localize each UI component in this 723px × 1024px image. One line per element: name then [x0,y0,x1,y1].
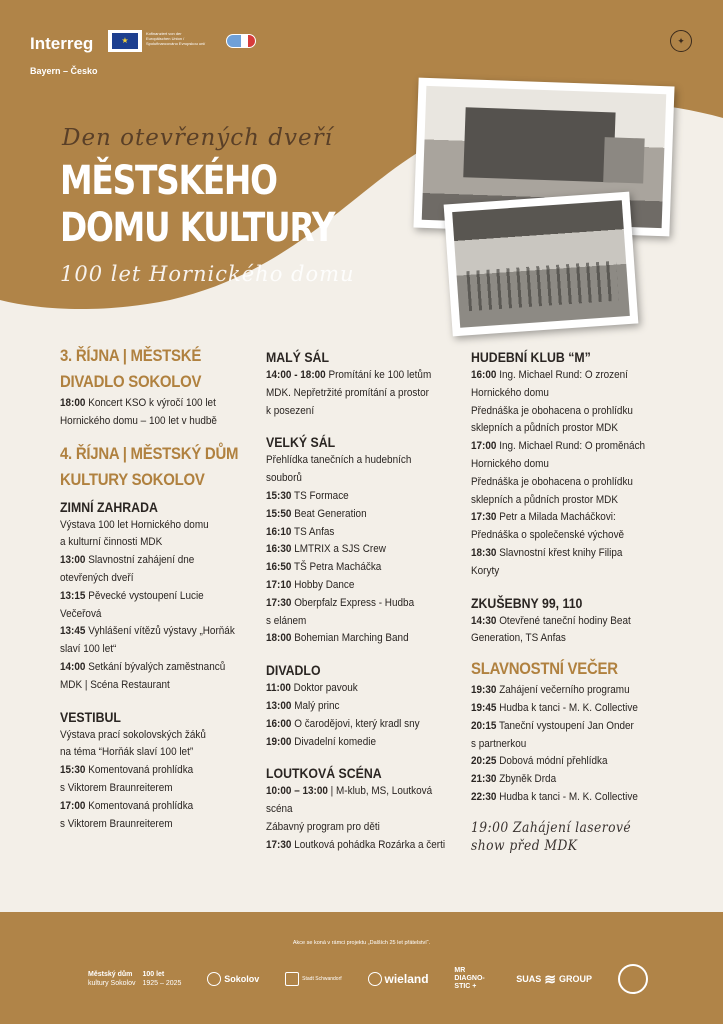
event-line: 13:45 Vyhlášení vítězů výstavy „Horňák [60,625,235,638]
title-line-2: DOMU KULTURY [60,205,335,251]
date-heading-oct3-a: 3. ŘÍJNA | MĚSTSKÉ [60,346,202,365]
event-line: 17:00 Ing. Michael Rund: O proměnách [471,440,646,453]
eu-cofinance-text: Kofinanziert von der Europäischen Union / Spolufinancováno Evropskou unií [146,31,206,46]
event-line: 21:30 Zbyněk Drda [471,773,557,786]
venue-heading: HUDEBNÍ KLUB “M” [471,349,591,365]
date-heading-oct3-b: DIVADLO SOKOLOV [60,372,202,391]
event-line: 15:30 Komentovaná prohlídka [60,764,194,777]
event-line: 15:50 Beat Generation [266,507,367,520]
event-line: 18:30 Slavnostní křest knihy Filipa [471,546,623,559]
event-line: 15:30 TS Formace [266,489,349,502]
event-line: MDK. Nepřetržité promítání a prostor [266,386,429,399]
program-column-2 [266,343,461,855]
mr-diagnostic-logo: MR DIAGNO-STIC + [454,967,485,990]
event-line: s partnerkou [471,737,527,750]
schwandorf-logo: Stadt Schwandorf [285,972,341,986]
event-line: 17:00 Komentovaná prohlídka [60,799,194,812]
event-line: 18:00 Koncert KSO k výročí 100 let [60,397,216,409]
event-line: Přednáška je obohacena o prohlídku [471,404,633,417]
event-line: scéna [266,803,293,816]
event-line: MDK | Scéna Restaurant [60,678,170,691]
eu-flag-icon: ★ [108,30,142,52]
event-line: 20:25 Dobová módní přehlídka [471,755,608,768]
venue-heading: VELKÝ SÁL [266,434,336,451]
event-line: sklepních a půdních prostor MDK [471,422,618,435]
project-note: Akce se koná v rámci projektu „Dalších 25 let přátelství“. [292,940,431,946]
event-line: k posezení [266,404,315,417]
venue-heading: ZIMNÍ ZAHRADA [60,498,158,515]
mdk-logo: Městský dům kultury Sokolov 100 let 1925 – 2025 [88,971,182,987]
event-line: 18:00 Bohemian Marching Band [266,632,409,645]
event-line: 17:30 Petr a Milada Macháčkovi: [471,511,616,524]
venue-heading: DIVADLO [266,662,321,679]
region-label: Bayern – Česko [30,66,98,76]
laser-show-note: 19:00 Zahájení laserové show před MDK [471,819,632,854]
event-line: 13:15 Pěvecké vystoupení Lucie [60,589,204,602]
event-line: Generation, TS Anfas [471,632,566,645]
event-line: 22:30 Hudba k tanci - M. K. Collective [471,790,638,803]
event-line: souborů [266,472,302,485]
sokolov-logo: Sokolov [207,972,259,986]
event-line: 10:00 – 13:00 | M-klub, MS, Loutková [266,785,433,798]
suas-group-logo: SUAS ≋ GROUP [516,970,593,987]
wieland-icon [368,972,382,986]
program-column-3 [471,343,686,855]
event-line: 13:00 Malý princ [266,699,340,712]
event-line: 14:00 Setkání bývalých zaměstnanců [60,660,226,673]
event-line: slaví 100 let“ [60,643,117,656]
program-column-1 [60,343,255,833]
date-heading-oct4-b: KULTURY SOKOLOV [60,469,205,489]
event-line: Výstava 100 let Hornického domu [60,518,209,531]
event-line: 19:30 Zahájení večerního programu [471,684,630,697]
title-script-top: Den otevřených dveří [62,125,333,151]
seal-icon: ✦ [670,30,692,52]
venue-heading: LOUTKOVÁ SCÉNA [266,765,382,782]
schwandorf-icon [285,972,299,986]
page-title [60,158,334,252]
event-line: Hornického domu [471,457,549,470]
event-line: 20:15 Taneční vystoupení Jan Onder [471,719,634,732]
event-line: 19:00 Divadelní komedie [266,735,376,748]
event-line: Přehlídka tanečních a hudebních [266,454,412,467]
event-line: Přednáška je obohacena o prohlídku [471,475,633,488]
event-line: Výstava prací sokolovských žáků [60,728,206,741]
event-line: 16:00 O čarodějovi, který kradl sny [266,717,420,730]
venue-heading: ZKUŠEBNY 99, 110 [471,594,583,611]
event-line: 16:10 TS Anfas [266,525,335,538]
event-line: Koryty [471,564,500,577]
event-line: a kulturní činnosti MDK [60,536,163,549]
event-line: 17:10 Hobby Dance [266,578,355,591]
event-line: sklepních a půdních prostor MDK [471,493,618,506]
event-line: Hornického domu – 100 let v hudbě [60,414,217,427]
event-line: Přednáška o společenské výchově [471,529,625,542]
title-script-bottom: 100 let Hornického domu [60,262,355,286]
sponsor-logos [88,962,648,996]
event-line: 16:00 Ing. Michael Rund: O zrození [471,369,628,381]
seal-icon [618,964,648,994]
hall-photo [444,192,639,337]
venue-heading: MALÝ SÁL [266,349,329,365]
event-line: na téma “Horňák slaví 100 let” [60,746,194,759]
suas-icon: ≋ [544,970,557,987]
event-line: 19:45 Hudba k tanci - M. K. Collective [471,701,638,714]
event-line: 14:30 Otevřené taneční hodiny Beat [471,614,631,627]
event-line: Večeřová [60,607,102,620]
event-line: 14:00 - 18:00 Promítání ke 100 letům [266,369,432,381]
seal-logo [618,964,648,994]
interreg-logo: Interreg [30,34,94,53]
event-line: Zábavný program pro děti [266,820,380,833]
event-line: 17:30 Loutková pohádka Rozárka a čerti [266,838,446,851]
title-line-1: MĚSTSKÉHO [60,158,277,204]
event-line: otevřených dveří [60,571,134,584]
venue-heading: VESTIBUL [60,708,121,725]
event-line: 16:30 LMTRIX a SJS Crew [266,543,386,556]
event-line: s Viktorem Braunreiterem [60,781,173,794]
event-line: 16:50 TŠ Petra Macháčka [266,561,382,574]
wieland-logo: wieland [368,972,429,986]
sokolov-icon [207,972,221,986]
event-line: 17:30 Oberpfalz Express - Hudba [266,596,415,609]
event-line: 13:00 Slavnostní zahájení dne [60,554,195,567]
event-line: s Viktorem Braunreiterem [60,817,173,830]
date-heading-oct4-a: 4. ŘÍJNA | MĚSTSKÝ DŮM [60,443,239,463]
bavaria-czech-flags-icon [226,34,256,48]
event-line: s elánem [266,614,307,627]
event-line: 11:00 Doktor pavouk [266,682,358,695]
evening-heading: SLAVNOSTNÍ VEČER [471,659,618,679]
event-line: Hornického domu [471,386,549,399]
